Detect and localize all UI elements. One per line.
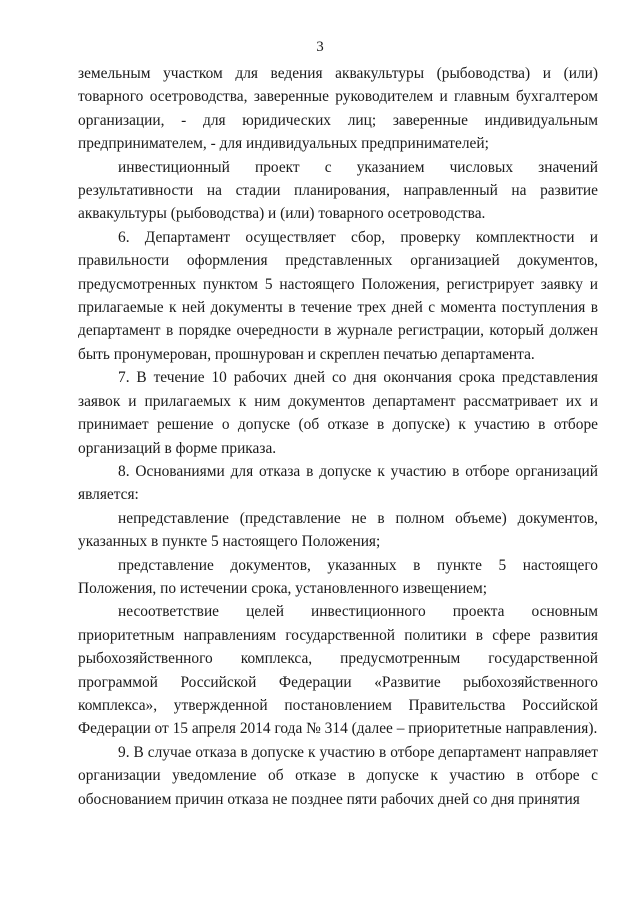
paragraph-9: 9. В случае отказа в допуске к участию в отборе департамент направляет организации уведомление об отказе в допуске к участию в отборе с обоснованием причин отказа не позднее пяти рабочих дней со дня принятия <box>78 743 598 808</box>
paragraph-8: несоответствие целей инвестиционного проекта основным приоритетным направлениям государственной политики в сфере развития рыбохозяйственного комплекса, предусмотренным государственной программой Российской Федерации «Развитие рыбохозяйственного комплекса», утвержденной постановлением Правительства Российской Федерации от 15 апреля 2014 года № 314 (далее – приоритетные направления). <box>78 603 598 738</box>
paragraph-3: 6. Департамент осуществляет сбор, проверку комплектности и правильности оформления представленных организацией документов, предусмотренных пунктом 5 настоящего Положения, регистрирует заявку и прилагаемые к ней документы в течение трех дней с момента поступления в департамент в порядке очередности в журнале регистрации, который должен быть пронумерован, прошнурован и скреплен печатью департамента. <box>78 228 598 363</box>
paragraph-7: представление документов, указанных в пункте 5 настоящего Положения, по истечении срока, установленного извещением; <box>78 556 598 597</box>
page-number: 3 <box>316 39 324 55</box>
paragraph-2: инвестиционный проект с указанием числовых значений результативности на стадии планирования, направленный на развитие аквакультуры (рыбоводства) и (или) товарного осетроводства. <box>78 158 598 223</box>
paragraph-1: земельным участком для ведения аквакультуры (рыбоводства) и (или) товарного осетроводства, заверенные руководителем и главным бухгалтером организации, - для юридических лиц; заверенные индивидуальным предпринимателем, - для индивидуальных предпринимателей; <box>78 65 598 153</box>
paragraph-4: 7. В течение 10 рабочих дней со дня окончания срока представления заявок и прилагаемых к ним документов департамент рассматривает их и принимает решение о допуске (об отказе в допуске) к участию в отборе организаций в форме приказа. <box>78 369 598 457</box>
paragraph-6: непредставление (представление не в полном объеме) документов, указанных в пункте 5 настоящего Положения; <box>78 509 598 551</box>
document-body <box>78 62 598 811</box>
paragraph-5: 8. Основаниями для отказа в допуске к участию в отборе организаций является: <box>78 462 598 504</box>
